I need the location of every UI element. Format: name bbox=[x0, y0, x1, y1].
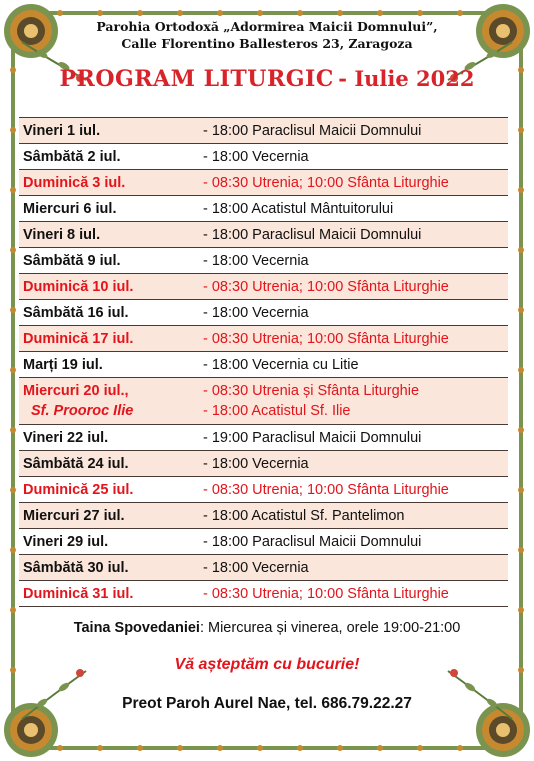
schedule-day-feast bbox=[19, 378, 199, 425]
schedule-day: Sâmbătă 2 iul. bbox=[19, 144, 199, 170]
schedule-row bbox=[19, 300, 508, 326]
schedule-day: Miercuri 6 iul. bbox=[19, 196, 199, 222]
parish-name: Parohia Ortodoxă „Adormirea Maicii Domnului”, bbox=[96, 19, 438, 34]
schedule-service: - 08:30 Utrenia; 10:00 Sfânta Liturghie bbox=[199, 274, 508, 300]
schedule-day: Sâmbătă 9 iul. bbox=[19, 248, 199, 274]
schedule-service: - 18:00 Vecernia cu Litie bbox=[199, 352, 508, 378]
schedule-service: - 08:30 Utrenia; 10:00 Sfânta Liturghie bbox=[199, 170, 508, 196]
schedule-row bbox=[19, 555, 508, 581]
ornament-border-right bbox=[514, 40, 528, 721]
title-main: PROGRAM LITURGIC bbox=[59, 66, 334, 92]
schedule-row bbox=[19, 425, 508, 451]
schedule-day: Sâmbătă 16 iul. bbox=[19, 300, 199, 326]
schedule-service: - 18:00 Acatistul Mântuitorului bbox=[199, 196, 508, 222]
ornament-border-left bbox=[6, 40, 20, 721]
schedule-row bbox=[19, 503, 508, 529]
schedule-service: - 19:00 Paraclisul Maicii Domnului bbox=[199, 425, 508, 451]
schedule-row bbox=[19, 196, 508, 222]
title-month: - Iulie 2022 bbox=[338, 66, 475, 91]
schedule-service-feast bbox=[199, 378, 508, 425]
schedule-day: Marți 19 iul. bbox=[19, 352, 199, 378]
schedule-row bbox=[19, 529, 508, 555]
schedule-row-feast bbox=[19, 378, 508, 425]
schedule-row bbox=[19, 451, 508, 477]
schedule-row bbox=[19, 222, 508, 248]
schedule-row bbox=[19, 352, 508, 378]
schedule-service: - 18:00 Paraclisul Maicii Domnului bbox=[199, 118, 508, 144]
schedule-service: - 08:30 Utrenia; 10:00 Sfânta Liturghie bbox=[199, 477, 508, 503]
schedule-day: Duminică 25 iul. bbox=[19, 477, 199, 503]
schedule-service: - 18:00 Vecernia bbox=[199, 555, 508, 581]
schedule-service: - 18:00 Paraclisul Maicii Domnului bbox=[199, 529, 508, 555]
schedule-day: Duminică 3 iul. bbox=[19, 170, 199, 196]
schedule-row-sunday bbox=[19, 326, 508, 352]
schedule-day: Duminică 10 iul. bbox=[19, 274, 199, 300]
schedule-service: - 08:30 Utrenia; 10:00 Sfânta Liturghie bbox=[199, 581, 508, 607]
parish-header bbox=[0, 18, 534, 52]
ornament-border-bottom bbox=[40, 741, 494, 755]
schedule-table bbox=[19, 117, 508, 607]
schedule-day: Miercuri 27 iul. bbox=[19, 503, 199, 529]
schedule-day: Vineri 8 iul. bbox=[19, 222, 199, 248]
priest-contact: Preot Paroh Aurel Nae, tel. 686.79.22.27 bbox=[122, 695, 412, 712]
schedule-row-sunday bbox=[19, 274, 508, 300]
feast-name: Sf. Prooroc Ilie bbox=[31, 403, 134, 419]
schedule-row-sunday bbox=[19, 477, 508, 503]
schedule-row-sunday bbox=[19, 581, 508, 607]
schedule-day: Miercuri 20 iul., bbox=[23, 383, 129, 399]
schedule-service: - 18:00 Vecernia bbox=[199, 144, 508, 170]
schedule-day: Duminică 17 iul. bbox=[19, 326, 199, 352]
schedule-row bbox=[19, 248, 508, 274]
schedule-day: Vineri 29 iul. bbox=[19, 529, 199, 555]
schedule-service: - 08:30 Utrenia și Sfânta Liturghie bbox=[203, 383, 420, 399]
schedule-service: - 08:30 Utrenia; 10:00 Sfânta Liturghie bbox=[199, 326, 508, 352]
schedule-service: - 18:00 Vecernia bbox=[199, 248, 508, 274]
schedule-row bbox=[19, 144, 508, 170]
schedule-day: Vineri 1 iul. bbox=[19, 118, 199, 144]
confession-info bbox=[0, 620, 534, 636]
schedule-day: Sâmbătă 30 iul. bbox=[19, 555, 199, 581]
schedule-service-second: - 18:00 Acatistul Sf. Ilie bbox=[203, 403, 351, 419]
schedule-service: - 18:00 Vecernia bbox=[199, 300, 508, 326]
schedule-service: - 18:00 Acatistul Sf. Pantelimon bbox=[199, 503, 508, 529]
parish-address: Calle Florentino Ballesteros 23, Zaragoza bbox=[121, 36, 413, 51]
schedule-day: Vineri 22 iul. bbox=[19, 425, 199, 451]
welcome-message: Vă așteptăm cu bucurie! bbox=[174, 656, 360, 673]
schedule-day: Duminică 31 iul. bbox=[19, 581, 199, 607]
schedule-row-sunday bbox=[19, 170, 508, 196]
schedule-service: - 18:00 Paraclisul Maicii Domnului bbox=[199, 222, 508, 248]
schedule-row bbox=[19, 118, 508, 144]
confession-label: Taina Spovedaniei bbox=[73, 620, 200, 636]
confession-text: : Miercurea și vinerea, orele 19:00-21:00 bbox=[199, 620, 461, 636]
page-title bbox=[0, 66, 534, 92]
schedule-service: - 18:00 Vecernia bbox=[199, 451, 508, 477]
schedule-day: Sâmbătă 24 iul. bbox=[19, 451, 199, 477]
